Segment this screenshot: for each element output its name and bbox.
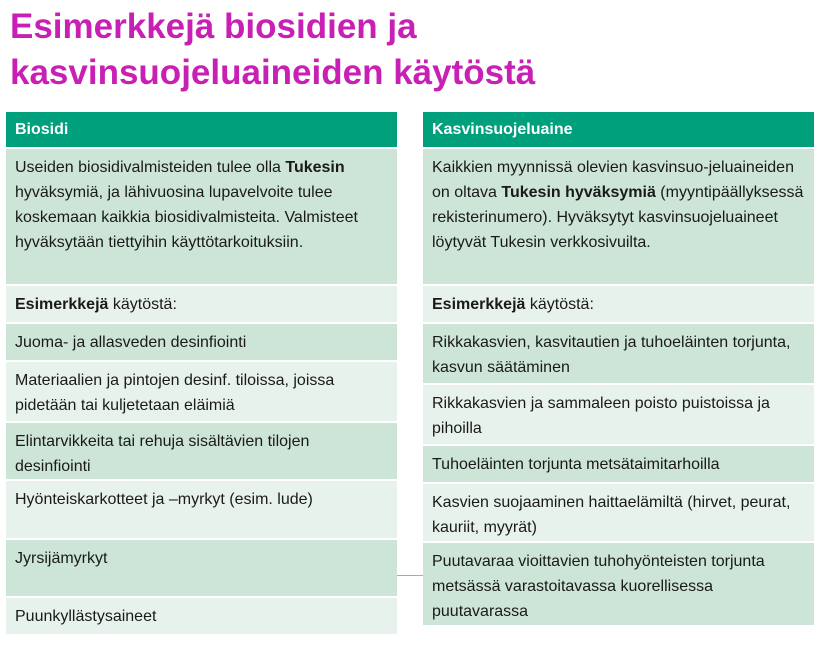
plant-protection-examples-bold: Esimerkkejä <box>432 296 526 313</box>
biocide-intro-text-2: hyväksymiä, ja lähivuosina lupavelvoite tulee koskemaan kaikkia biosidivalmisteita. Valmisteet hyväksytään tiettyihin käyttötarkoituksiin. <box>15 184 358 251</box>
list-item: Tuhoeläinten torjunta metsätaimitarhoilla <box>423 444 814 482</box>
plant-protection-examples-rest: käytöstä: <box>525 296 594 313</box>
biocide-examples-rest: käytöstä: <box>108 296 177 313</box>
biocide-header: Biosidi <box>6 112 397 147</box>
biocide-intro-text-1: Useiden biosidivalmisteiden tulee olla <box>15 159 286 176</box>
list-item: Elintarvikkeita tai rehuja sisältävien tilojen desinfiointi <box>6 421 397 479</box>
page-title-line-1: Esimerkkejä biosidien ja <box>10 7 417 46</box>
connector-line <box>397 575 423 576</box>
list-item: Hyönteiskarkotteet ja –myrkyt (esim. lude) <box>6 479 397 538</box>
list-item: Puutavaraa vioittavien tuhohyönteisten torjunta metsässä varastoitavassa kuorellisessa puutavarassa <box>423 541 814 625</box>
plant-protection-examples-heading <box>423 284 814 322</box>
biocide-examples-bold: Esimerkkejä <box>15 296 109 313</box>
plant-protection-intro <box>423 147 814 284</box>
page-title <box>10 4 800 96</box>
plant-protection-header: Kasvinsuojeluaine <box>423 112 814 147</box>
plant-protection-intro-bold: Tukesin hyväksymiä <box>501 184 656 201</box>
list-item: Rikkakasvien, kasvitautien ja tuhoeläinten torjunta, kasvun säätäminen <box>423 322 814 383</box>
list-item: Rikkakasvien ja sammaleen poisto puistoissa ja pihoilla <box>423 383 814 444</box>
biocide-intro-bold: Tukesin <box>285 159 345 176</box>
list-item: Puunkyllästysaineet <box>6 596 397 634</box>
biocide-examples-heading <box>6 284 397 322</box>
biocide-intro <box>6 147 397 284</box>
plant-protection-table <box>423 112 814 625</box>
list-item: Kasvien suojaaminen haittaelämiltä (hirvet, peurat, kauriit, myyrät) <box>423 482 814 541</box>
plant-protection-intro-text-2: (myyntipäällyksessä rekisterinumero). Hyväksytyt kasvinsuojeluaineet löytyvät Tukesin verkkosivuilta. <box>432 184 804 251</box>
plant-protection-intro-text-1: Kaikkien myynnissä olevien kasvinsuo-jeluaineiden on oltava <box>432 159 794 201</box>
list-item: Materiaalien ja pintojen desinf. tiloissa, joissa pidetään tai kuljetetaan eläimiä <box>6 360 397 421</box>
list-item: Jyrsijämyrkyt <box>6 538 397 596</box>
list-item: Juoma- ja allasveden desinfiointi <box>6 322 397 360</box>
biocide-table <box>6 112 397 634</box>
page-title-line-2: kasvinsuojeluaineiden käytöstä <box>10 53 536 92</box>
